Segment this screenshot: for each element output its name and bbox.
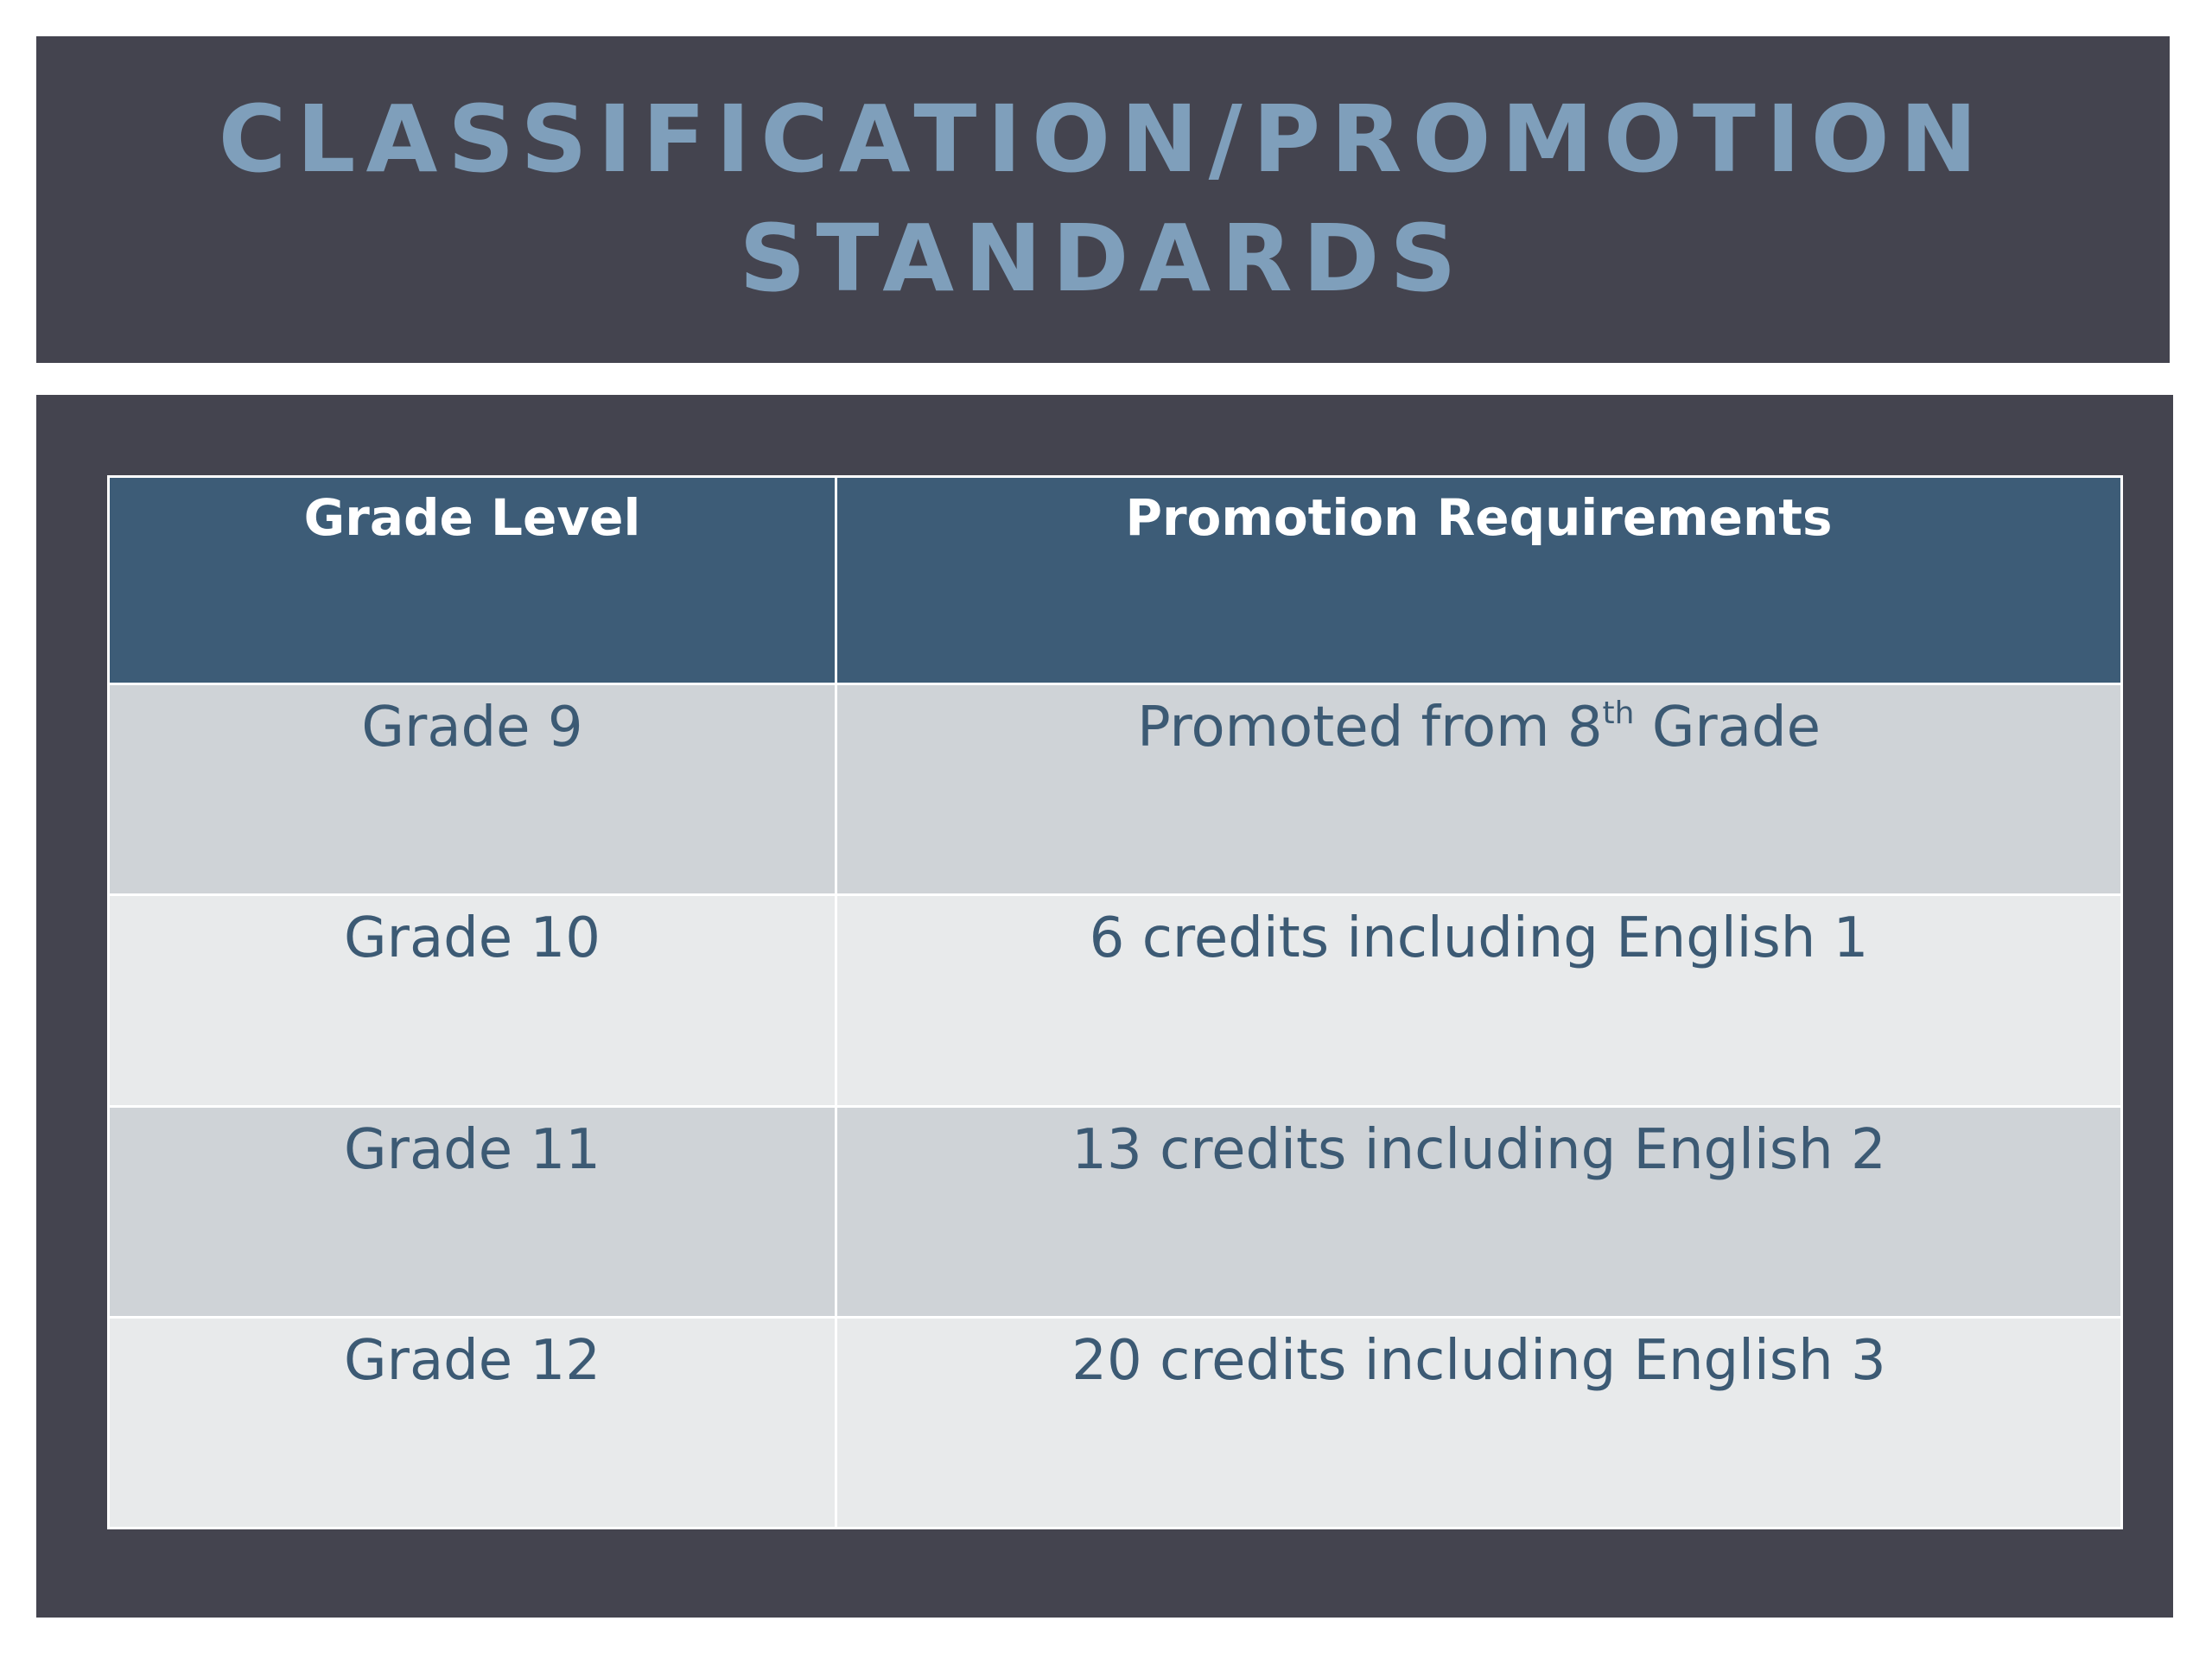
table-row (109, 1106, 2122, 1317)
slide-title-line-2: STANDARDS (739, 206, 1467, 313)
table-row (109, 1317, 2122, 1528)
grade-cell: Grade 9 (109, 684, 836, 895)
slide-title-line-1: CLASSIFICATION/PROMOTION (218, 86, 1988, 194)
requirement-text-end: Grade (1634, 696, 1821, 760)
ordinal-suffix: th (1602, 696, 1635, 731)
title-banner (36, 36, 2170, 363)
table-row (109, 684, 2122, 895)
requirement-text: Promoted from 8 (1137, 696, 1603, 760)
requirement-cell: 13 credits including English 2 (836, 1106, 2122, 1317)
grade-cell: Grade 10 (109, 895, 836, 1106)
grade-cell: Grade 11 (109, 1106, 836, 1317)
promotion-table (107, 475, 2123, 1529)
requirement-cell: 6 credits including English 1 (836, 895, 2122, 1106)
requirement-cell: 20 credits including English 3 (836, 1317, 2122, 1528)
content-panel (36, 395, 2173, 1618)
requirement-cell (836, 684, 2122, 895)
grade-cell: Grade 12 (109, 1317, 836, 1528)
table-header-row (109, 477, 2122, 684)
header-grade-level: Grade Level (109, 477, 836, 684)
table-row (109, 895, 2122, 1106)
header-promotion-requirements: Promotion Requirements (836, 477, 2122, 684)
